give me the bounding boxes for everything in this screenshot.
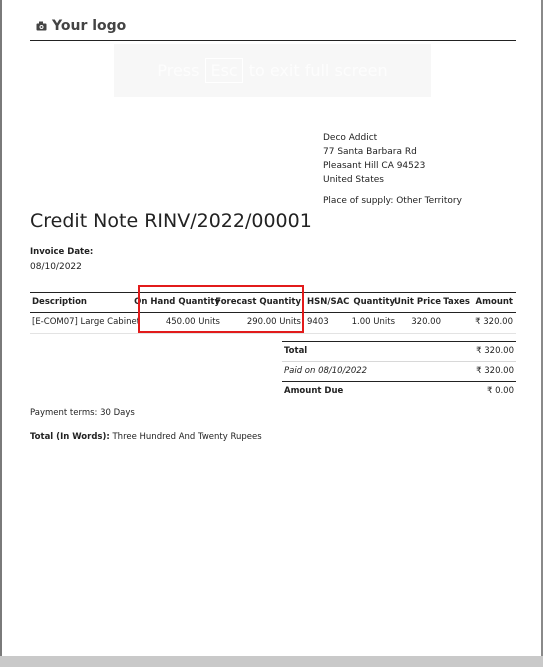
total-row bbox=[282, 341, 516, 361]
fullscreen-banner bbox=[114, 44, 431, 97]
cell-quantity: 1.00 Units bbox=[351, 317, 395, 327]
header-on-hand-quantity: On Hand Quantity bbox=[134, 297, 220, 307]
header-quantity: Quantity bbox=[353, 297, 395, 307]
total-label: Total bbox=[284, 346, 308, 356]
partner-country: United States bbox=[323, 175, 384, 185]
header-amount: Amount bbox=[475, 297, 513, 307]
header-hsn-sac: HSN/SAC bbox=[307, 297, 350, 307]
cell-amount: ₹ 320.00 bbox=[475, 317, 513, 327]
camera-icon bbox=[36, 21, 47, 31]
total-value: ₹ 320.00 bbox=[476, 346, 514, 356]
partner-address bbox=[323, 131, 425, 187]
payment-terms: Payment terms: 30 Days bbox=[30, 408, 135, 418]
logo-text: Your logo bbox=[52, 18, 127, 34]
amount-in-words-label: Total (In Words): bbox=[30, 432, 110, 442]
banner-rest-text: to exit full screen bbox=[248, 61, 388, 80]
header-taxes: Taxes bbox=[443, 297, 470, 307]
bottom-scrollbar[interactable] bbox=[0, 656, 543, 667]
quantity-columns-highlight bbox=[138, 285, 304, 333]
totals-block bbox=[282, 341, 516, 401]
place-of-supply: Place of supply: Other Territory bbox=[323, 196, 462, 206]
partner-street: 77 Santa Barbara Rd bbox=[323, 147, 417, 157]
partner-name: Deco Addict bbox=[323, 133, 378, 143]
paid-value: ₹ 320.00 bbox=[476, 366, 514, 376]
paid-label: Paid on 08/10/2022 bbox=[284, 366, 368, 376]
document-title: Credit Note RINV/2022/00001 bbox=[30, 210, 312, 232]
page-border-left bbox=[0, 0, 2, 667]
header-description: Description bbox=[32, 297, 87, 307]
amount-due-value: ₹ 0.00 bbox=[486, 386, 514, 396]
report-header bbox=[30, 14, 516, 41]
cell-description: [E-COM07] Large Cabinet bbox=[32, 317, 141, 327]
amount-due-label: Amount Due bbox=[284, 386, 344, 396]
cell-on-hand-quantity: 450.00 Units bbox=[165, 317, 220, 327]
invoice-date-value: 08/10/2022 bbox=[30, 262, 82, 272]
banner-press-text: Press bbox=[157, 61, 200, 80]
esc-key: Esc bbox=[205, 58, 242, 83]
paid-row bbox=[282, 361, 516, 381]
amount-in-words-value: Three Hundred And Twenty Rupees bbox=[112, 432, 262, 442]
cell-forecast-quantity: 290.00 Units bbox=[246, 317, 301, 327]
amount-in-words bbox=[30, 432, 262, 442]
cell-unit-price: 320.00 bbox=[411, 317, 441, 327]
cell-hsn-sac: 9403 bbox=[307, 317, 329, 327]
invoice-date-label: Invoice Date: bbox=[30, 247, 94, 257]
partner-city: Pleasant Hill CA 94523 bbox=[323, 161, 426, 171]
amount-due-row bbox=[282, 381, 516, 401]
header-unit-price: Unit Price bbox=[393, 297, 441, 307]
header-forecast-quantity: Forecast Quantity bbox=[215, 297, 301, 307]
company-logo bbox=[36, 18, 126, 34]
